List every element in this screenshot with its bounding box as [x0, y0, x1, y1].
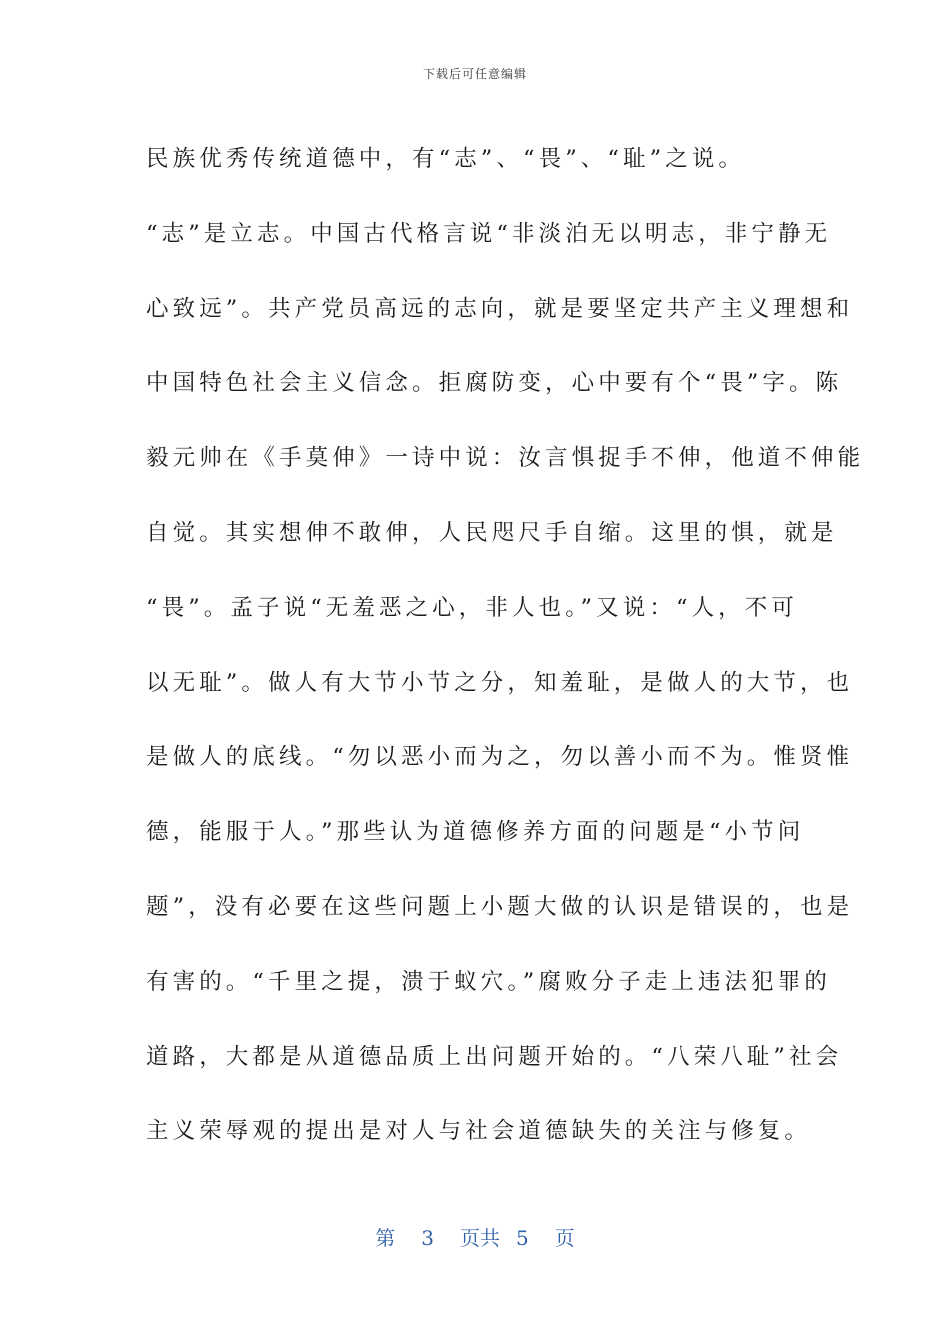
text-line: 主义荣辱观的提出是对人与社会道德缺失的关注与修复。 — [146, 1118, 812, 1145]
text-line: 毅元帅在《手莫伸》一诗中说：汝言惧捉手不伸，他道不伸能 — [146, 445, 865, 472]
page-number-middle: 页共 — [460, 1226, 500, 1250]
header-text: 下载后可任意编辑 — [422, 67, 527, 81]
page-header — [0, 66, 950, 82]
text-line: 中国特色社会主义信念。拒腐防变，心中要有个“畏”字。陈 — [146, 370, 843, 397]
text-line: 题”，没有必要在这些问题上小题大做的认识是错误的，也是 — [146, 893, 854, 920]
document-body — [146, 122, 865, 1169]
text-line: 民族优秀传统道德中，有“志”、“畏”、“耻”之说。 — [146, 146, 746, 172]
page-number-prefix: 第 — [375, 1226, 396, 1250]
total-pages-number: 5 — [516, 1226, 529, 1250]
text-line: 心致远”。共产党员高远的志向，就是要坚定共产主义理想和 — [146, 295, 854, 322]
text-line: 德，能服于人。”那些认为道德修养方面的问题是“小节问 — [146, 819, 805, 846]
text-line: 道路，大都是从道德品质上出问题开始的。“八荣八耻”社会 — [146, 1043, 843, 1070]
text-line: 以无耻”。做人有大节小节之分，知羞耻，是做人的大节，也 — [146, 669, 854, 696]
text-line: 自觉。其实想伸不敢伸，人民咫尺手自缩。这里的惧，就是 — [146, 519, 838, 546]
text-line: 是做人的底线。“勿以恶小而为之，勿以善小而不为。惟贤惟 — [146, 744, 854, 771]
text-line: “畏”。孟子说“无羞恶之心，非人也。”又说：“人，不可 — [146, 594, 798, 621]
text-line: “志”是立志。中国古代格言说“非淡泊无以明志，非宁静无 — [146, 220, 832, 247]
text-line: 有害的。“千里之提，溃于蚁穴。”腐败分子走上违法犯罪的 — [146, 968, 831, 995]
page-number-suffix: 页 — [554, 1226, 575, 1250]
current-page-number: 3 — [421, 1226, 434, 1250]
page-footer — [0, 1224, 950, 1252]
